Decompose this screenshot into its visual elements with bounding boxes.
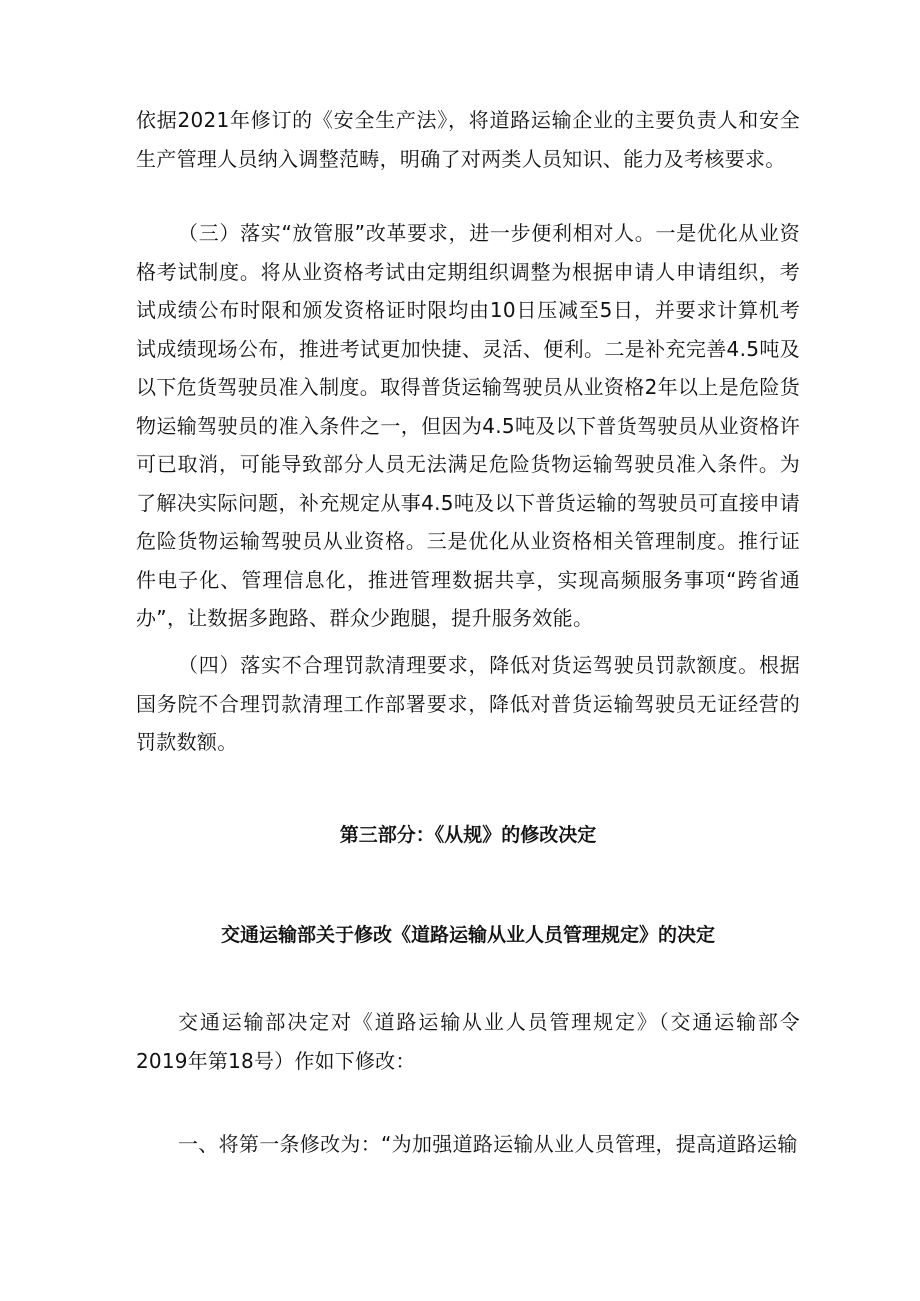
paragraph-safety-law: 依据2021年修订的《安全生产法》，将道路运输企业的主要负责人和安全生产管理人员纳入调整范畴，明确了对两类人员知识、能力及考核要求。 <box>136 108 800 171</box>
decision-title: 交通运输部关于修改《道路运输从业人员管理规定》的决定 <box>220 924 715 946</box>
section-heading: 第三部分：《从规》的修改决定 <box>339 824 597 846</box>
decision-intro-paragraph: 交通运输部决定对《道路运输从业人员管理规定》（交通运输部令2019年第18号）作如下修改： <box>136 1010 800 1073</box>
paragraph-reform-requirements: （三）落实“放管服”改革要求，进一步便利相对人。一是优化从业资格考试制度。将从业资格考试由定期组织调整为根据申请人申请组织，考试成绩公布时限和颁发资格证时限均由10日压减至5日，并要求计算机考试成绩现场公布，推进考试更加快捷、灵活、便利。二是补充完善4.5吨及以下危货驾驶员准入制度。取得普货运输驾驶员从业资格2年以上是危险货物运输驾驶员的准入条件之一，但因为4.5吨及以下普货驾驶员从业资格许可已取消，可能导致部分人员无法满足危险货物运输驾驶员准入条件。为了解决实际问题，补充规定从事4.5吨及以下普货运输的驾驶员可直接申请危险货物运输驾驶员从业资格。三是优化从业资格相关管理制度。推行证件电子化、管理信息化，推进管理数据共享，实现高频服务事项“跨省通办”，让数据多跑路、群众少跑腿，提升服务效能。 <box>136 221 800 630</box>
paragraph-fine-reduction: （四）落实不合理罚款清理要求，降低对货运驾驶员罚款额度。根据国务院不合理罚款清理工作部署要求，降低对普货运输驾驶员无证经营的罚款数额。 <box>136 653 800 754</box>
amendment-item-one: 一、将第一条修改为：“为加强道路运输从业人员管理，提高道路运输 <box>178 1132 798 1156</box>
